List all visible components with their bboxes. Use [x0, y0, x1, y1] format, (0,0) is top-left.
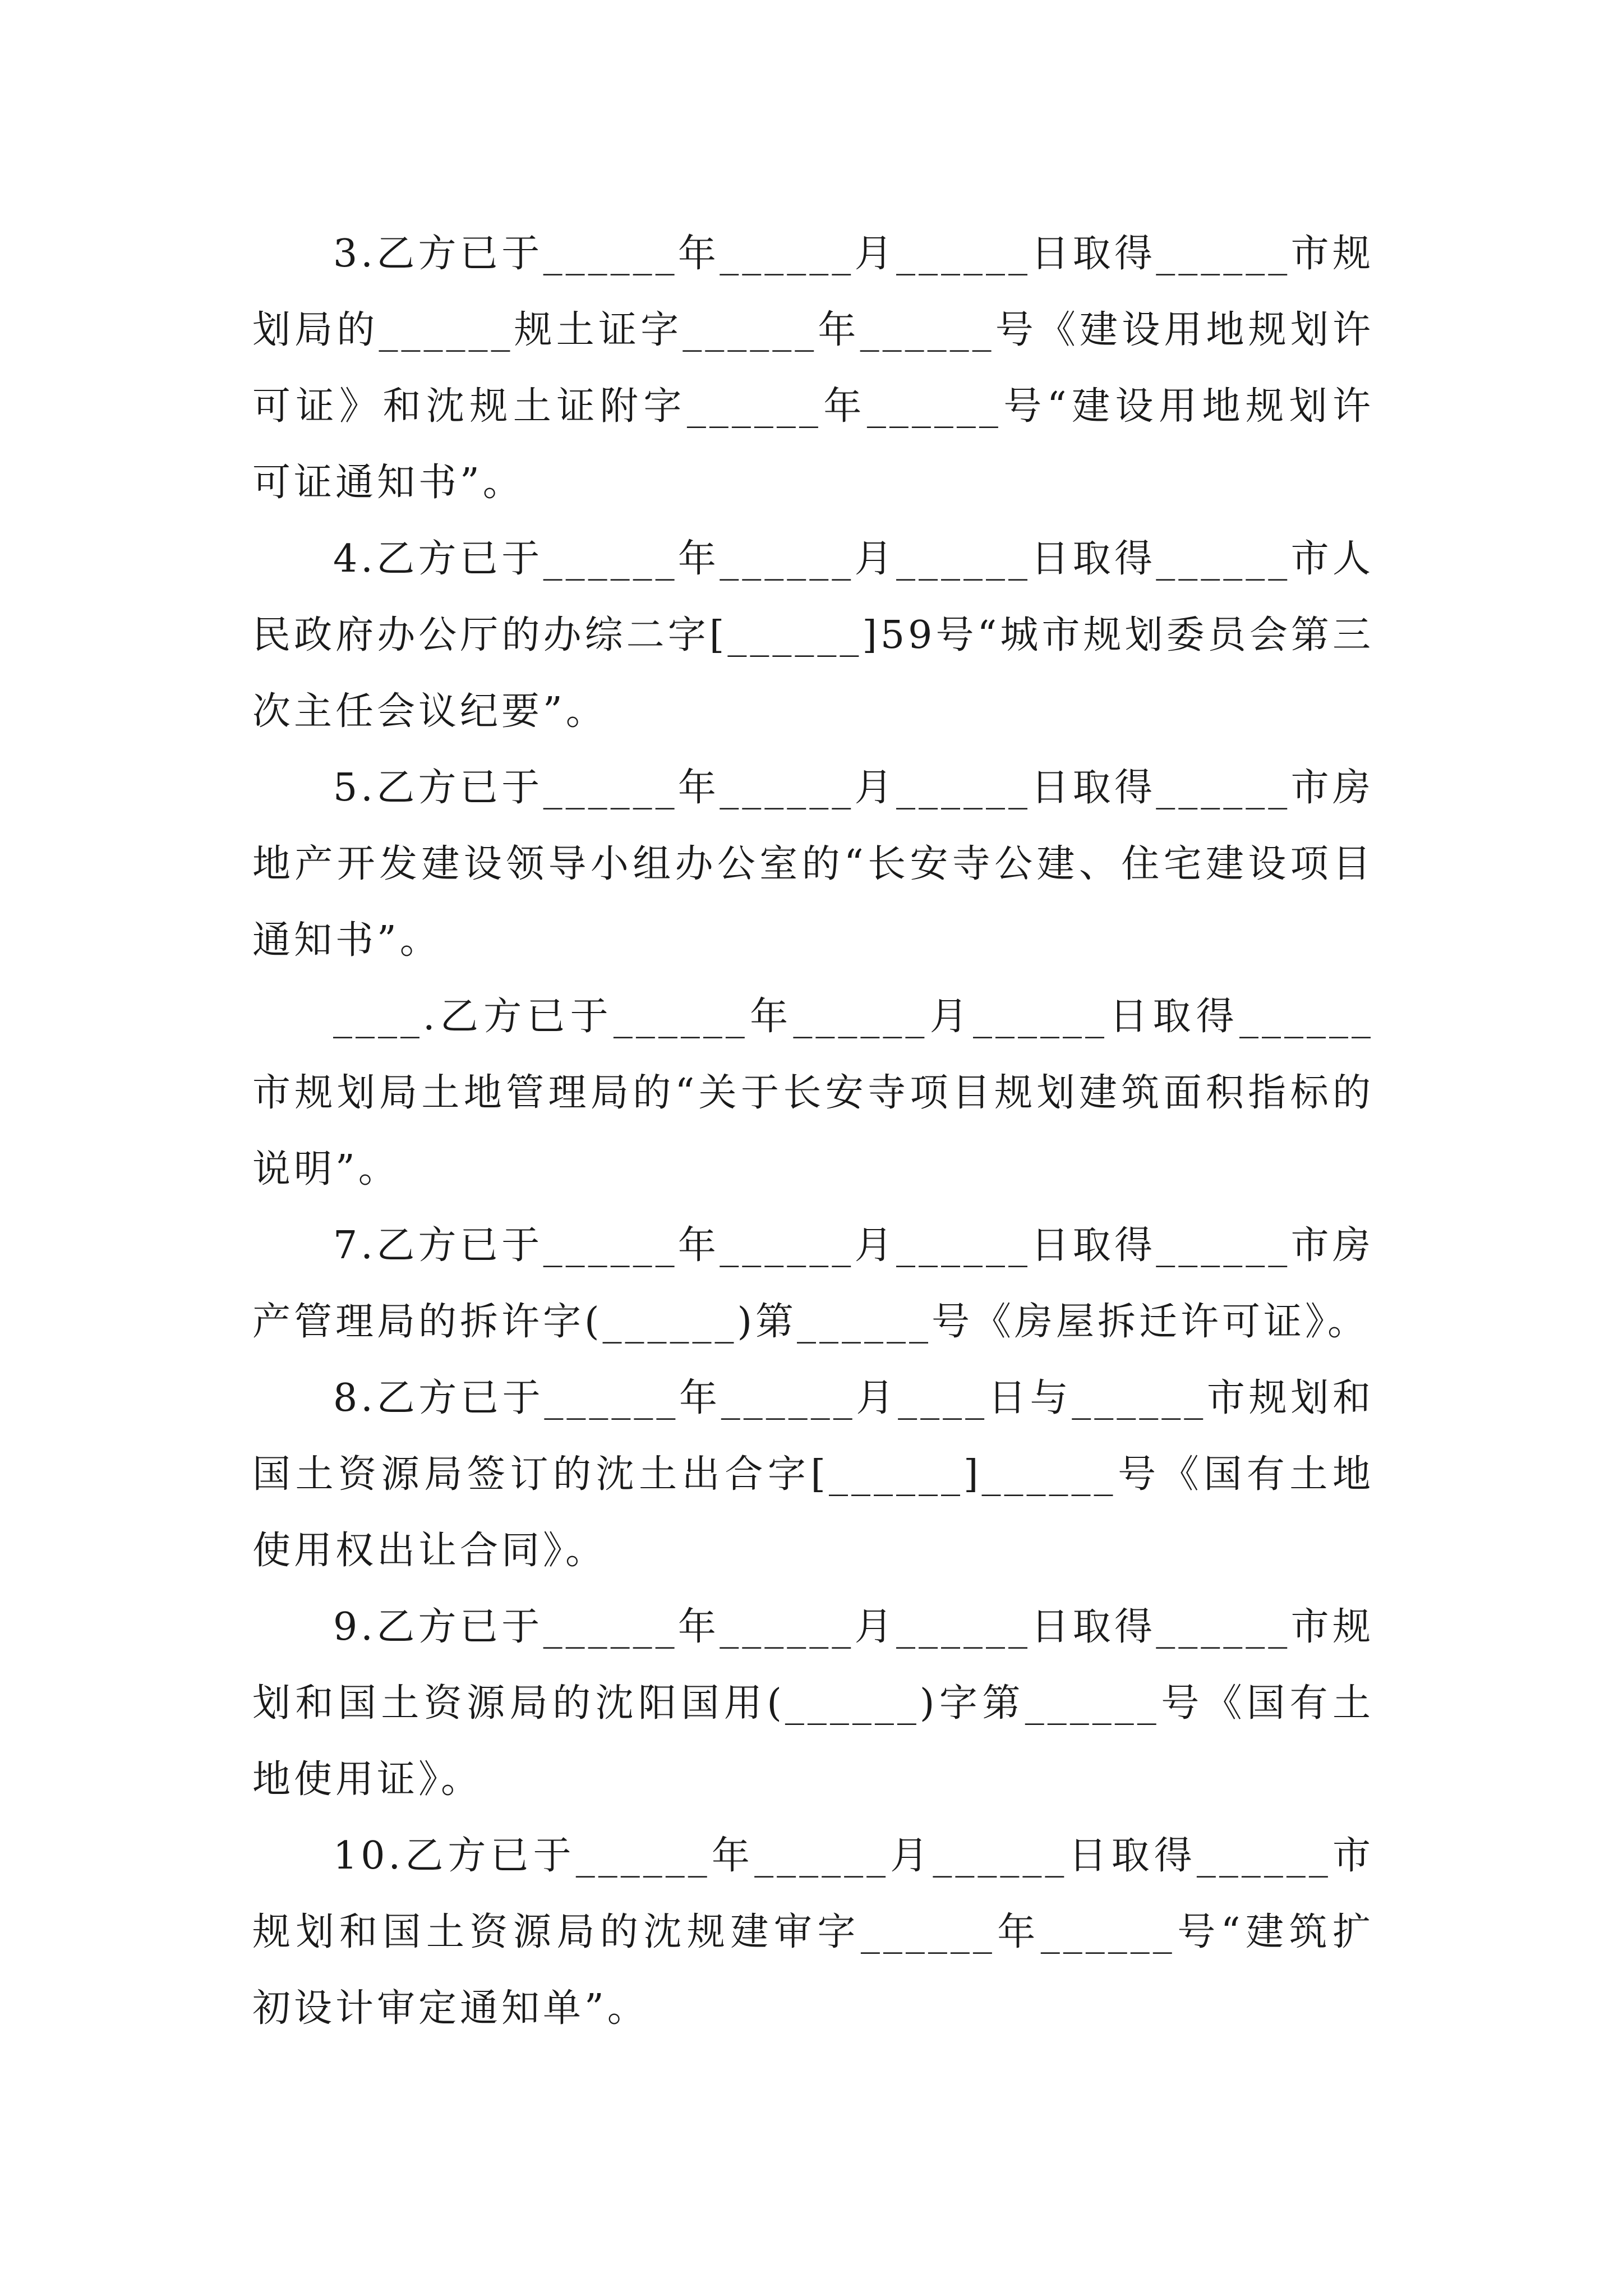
paragraph-5: 5.乙方已于______年______月______日取得______市房地产开发建设领导小组办公室的“长安寺公建、住宅建设项目通知书”。 [252, 766, 1374, 963]
paragraph-9: 9.乙方已于______年______月______日取得______市规划和国土资源局的沈阳国用(______)字第______号《国有土地使用证》。 [252, 1605, 1374, 1802]
paragraph-4: 4.乙方已于______年______月______日取得______市人民政府办公厅的办综二字[______]59号“城市规划委员会第三次主任会议纪要”。 [252, 537, 1374, 734]
paragraph-8: 8.乙方已于______年______月____日与______市规划和国土资源局签订的沈土出合字[______]______号《国有土地使用权出让合同》。 [252, 1376, 1374, 1573]
document-page [252, 216, 1374, 2047]
paragraph-6: ____.乙方已于______年______月______日取得______市规划局土地管理局的“关于长安寺项目规划建筑面积指标的说明”。 [252, 995, 1374, 1191]
paragraph-3: 3.乙方已于______年______月______日取得______市规划局的______规土证字______年______号《建设用地规划许可证》和沈规土证附字______年______号“建设用地规划许可证通知书”。 [252, 232, 1374, 505]
paragraph-10: 10.乙方已于______年______月______日取得______市规划和国土资源局的沈规建审字______年______号“建筑扩初设计审定通知单”。 [252, 1834, 1374, 2031]
paragraph-7: 7.乙方已于______年______月______日取得______市房产管理局的拆许字(______)第______号《房屋拆迁许可证》。 [252, 1223, 1374, 1344]
